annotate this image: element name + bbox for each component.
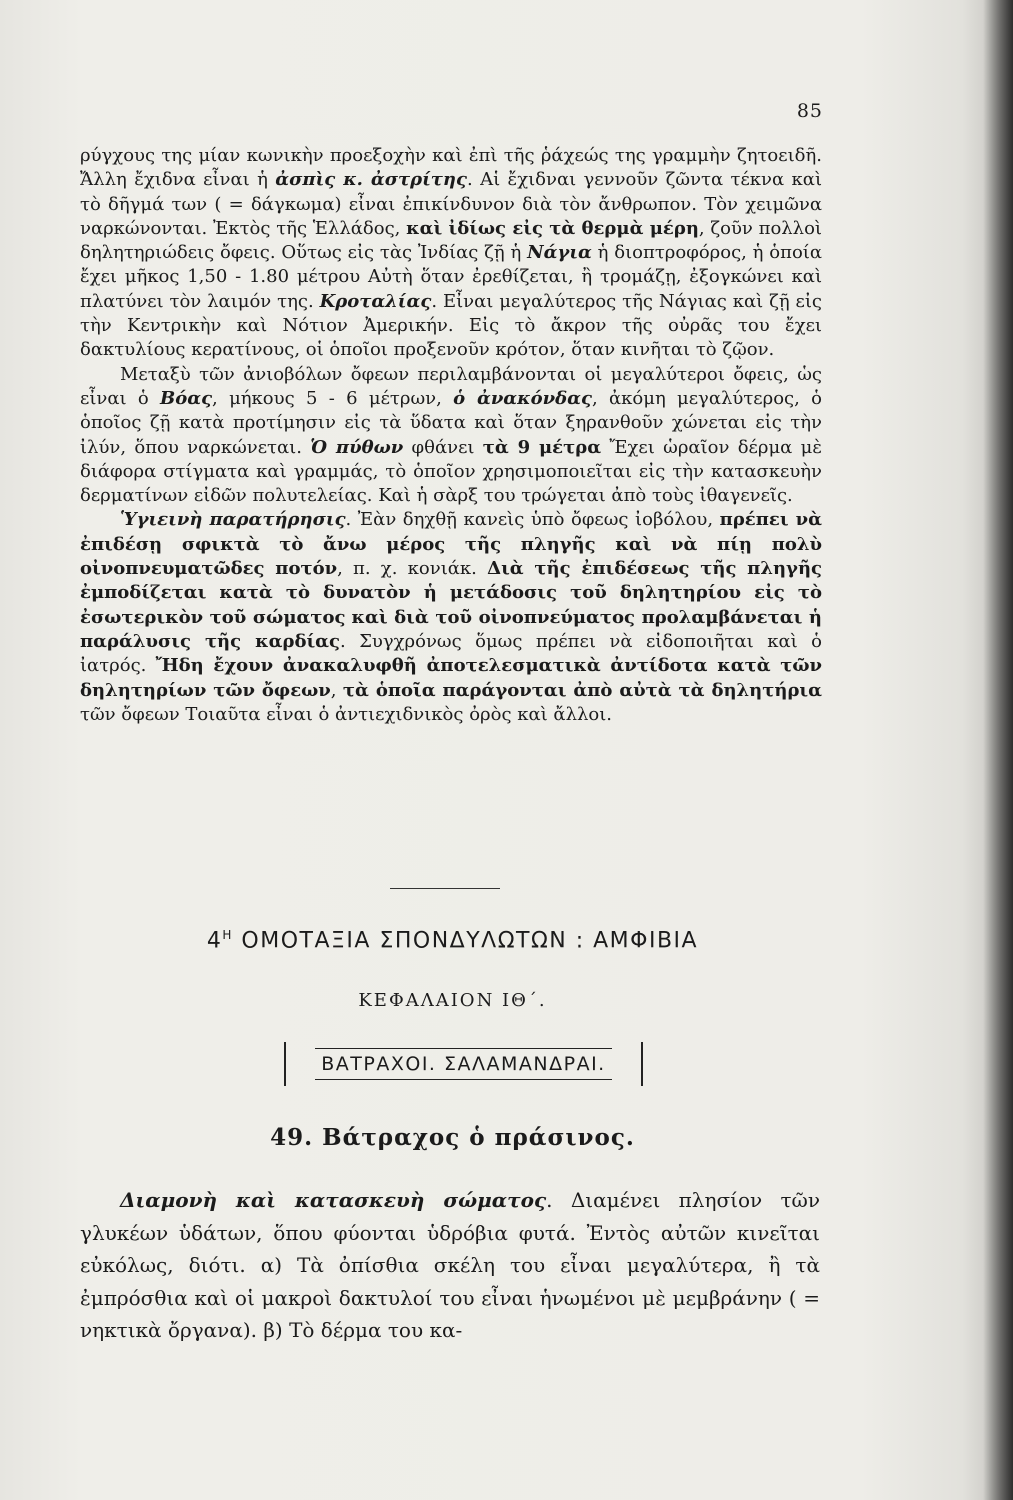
top-paragraph-3-run: καὶ διὰ τοῦ οἰνοπνεύματος προλαμβάνεται ἡ παράλυσις τῆς καρδίας <box>80 606 822 652</box>
top-paragraph-3-run: Ἤδη ἔχουν ἀνακαλυφθῆ ἀποτελεσματικὰ ἀντίδοτα κατὰ τῶν δηλητηρίων τῶν ὄφεων <box>80 655 822 701</box>
bottom-paragraph-run: Διαμονὴ καὶ κατασκευὴ σώματος <box>120 1188 547 1212</box>
top-paragraph-1-run: καὶ ἰδίως εἰς τὰ θερμὰ μέρη <box>406 217 699 239</box>
top-paragraph-2-run: ὁ ἀνακόνδας <box>453 387 592 409</box>
top-paragraph-1-run: κ. <box>335 169 371 191</box>
top-paragraph-3-run: , π. χ. κονιάκ. <box>337 558 488 580</box>
top-paragraph-2-run: τὰ 9 μέτρα <box>482 436 602 458</box>
top-paragraph-1-run: ἡ διοπτροφόρος, ἡ ὁποία ἔχει μῆκος 1,50 - 1.80 μέτρου Αὐτὴ ὅταν ἐρεθίζεται, ἢ τρομάζῃ, ἐξογκώνει καὶ πλατύνει τὸν λαιμόν της. <box>80 242 822 312</box>
paragraph-vipers <box>80 144 822 363</box>
top-paragraph-3-run: πρέπει νὰ ἐπιδέσῃ σφικτὰ τὸ ἄνω μέρος τῆς πληγῆς καὶ νὰ πίῃ πολὺ οἰνοπνευματῶδες ποτόν <box>80 509 822 580</box>
frog-text-block <box>80 1184 820 1347</box>
top-paragraph-1-run: . Αἱ ἔχιδναι γεννοῦν ζῶντα τέκνα καὶ τὸ δῆγμά των ( = δάγκωμα) εἶναι ἐπικίνδυνον διὰ τὸν ἄνθρωπον. Τὸν χειμῶνα ναρκώνονται. Ἐκτὸς τῆς Ἑλλάδος, <box>80 169 823 239</box>
top-paragraph-3-run: , <box>330 679 343 701</box>
top-paragraph-2-run: Ὁ πύθων <box>310 436 404 458</box>
paragraph-hygiene-note <box>80 508 822 727</box>
top-paragraph-3-run: τῶν ὄφεων Τοιαῦτα εἶναι ὁ ἀντιεχιδνικὸς ὀρὸς καὶ ἄλλοι. <box>80 703 613 725</box>
section-heading-superscript: Η <box>222 928 233 942</box>
chapter-label: ΚΕΦΑΛΑΙΟΝ ΙΘ΄. <box>358 990 547 1011</box>
top-paragraph-1-run: Νάγια <box>527 242 592 264</box>
top-paragraph-3-run: τὰ ὁποῖα παράγονται ἀπὸ αὐτὰ τὰ δηλητήρια <box>342 679 822 701</box>
boxed-title-frame <box>284 1042 643 1086</box>
bottom-paragraph-run: . Διαμένει πλησίον τῶν γλυκέων ὑδάτων, ὅπου φύονται ὑδρόβια φυτά. Ἐντὸς αὐτῶν κινεῖται εὐκόλως, διότι. α) Τὰ ὀπίσθια σκέλη του εἶναι μεγαλύτερα, ἢ τὰ ἐμπρόσθια καὶ οἱ μακροὶ δακτυλοί του εἶναι ἡνωμένοι μὲ μεμβράνην ( = νηκτικὰ ὄργανα). β) Τὸ δέρμα του κα- <box>80 1188 821 1342</box>
top-paragraph-3-run: Ὑγιεινὴ παρατήρησις <box>120 509 346 531</box>
page-number: 85 <box>796 100 823 122</box>
page-binding-shadow <box>983 0 1013 1500</box>
top-paragraph-1-run: ἀσπὶς <box>275 169 336 191</box>
paragraph-non-venomous-snakes <box>80 363 822 509</box>
paragraph-frog-habitat <box>80 1184 820 1347</box>
top-paragraph-3-run: Διὰ τῆς ἐπιδέσεως τῆς πληγῆς ἐμποδίζεται κατὰ τὸ δυνατὸν ἡ μετάδοσις τοῦ δηλητηρίου εἰς τὸ ἐσωτερικὸν τοῦ σώματος <box>80 558 822 628</box>
top-paragraph-1-run: . Εἶναι μεγαλύτερος τῆς Νάγιας καὶ ζῇ εἰς τὴν Κεντρικὴν καὶ Νότιον Ἀμερικήν. Εἰς τὸ ἄκρον τῆς οὐρᾶς του ἔχει δακτυλίους κερατίνους, οἱ ὁποῖοι προξενοῦν κρότον, ὅταν κινῆται τὸ ζῷον. <box>80 290 822 361</box>
section-divider <box>390 888 500 889</box>
snakes-text-block <box>80 144 822 727</box>
top-paragraph-2-run: Μεταξὺ τῶν ἀνιοβόλων ὄφεων περιλαμβάνονται οἱ μεγαλύτεροι ὄφεις, ὡς εἶναι ὁ <box>80 363 822 409</box>
top-paragraph-2-run: , μήκους 5 - 6 μέτρων, <box>212 387 454 409</box>
top-paragraph-1-run: , ζοῦν πολλοὶ δηλητηριώδεις ὄφεις. Οὕτως εἰς τὰς Ἰνδίας ζῇ ἡ <box>80 217 822 264</box>
section-heading-number: 4 <box>206 928 223 954</box>
top-paragraph-1-run: ἀστρίτης <box>370 169 467 191</box>
article-title: 49. Βάτραχος ὁ πράσινος. <box>270 1124 635 1151</box>
section-heading-text: ΟΜΟΤΑΞΙΑ ΣΠΟΝΔΥΛΩΤΩΝ : ΑΜΦΙΒΙΑ <box>232 928 699 954</box>
top-paragraph-1-run: Κροταλίας <box>319 290 432 312</box>
top-paragraph-1-run: ρύγχους της μίαν κωνικὴν προεξοχὴν καὶ ἐπὶ τῆς ῥάχεώς της γραμμὴν ζητοειδῆ. Ἄλλη ἔχιδνα εἶναι ἡ <box>80 145 822 191</box>
top-paragraph-2-run: φθάνει <box>403 436 483 458</box>
top-paragraph-2-run: , ἀκόμη μεγαλύτερος, ὁ ὁποῖος ζῇ κατὰ προτίμησιν εἰς τὰ ὕδατα καὶ ὅταν ξηρανθοῦν χώνεται εἰς τὴν ἰλύν, ὅπου ναρκώνεται. <box>80 387 822 458</box>
top-paragraph-3-run: . Ἐὰν δηχθῇ κανεὶς ὑπὸ ὄφεως ἰοβόλου, <box>345 509 720 531</box>
boxed-title: ΒΑΤΡΑΧΟΙ. ΣΑΛΑΜΑΝΔΡΑΙ. <box>315 1048 611 1080</box>
top-paragraph-2-run: Βόας <box>160 387 213 409</box>
section-heading <box>0 928 905 953</box>
top-paragraph-2-run: Ἔχει ὡραῖον δέρμα μὲ διάφορα στίγματα καὶ γραμμάς, τὸ ὁποῖον χρησιμοποιεῖται εἰς τὴν κατασκευὴν δερματίνων εἰδῶν πολυτελείας. Καὶ ἡ σὰρξ του τρώγεται ἀπὸ τοὺς ἰθαγενεῖς. <box>80 436 822 507</box>
top-paragraph-3-run: . Συγχρόνως ὅμως πρέπει νὰ εἰδοποιῆται καὶ ὁ ἰατρός. <box>80 630 822 677</box>
